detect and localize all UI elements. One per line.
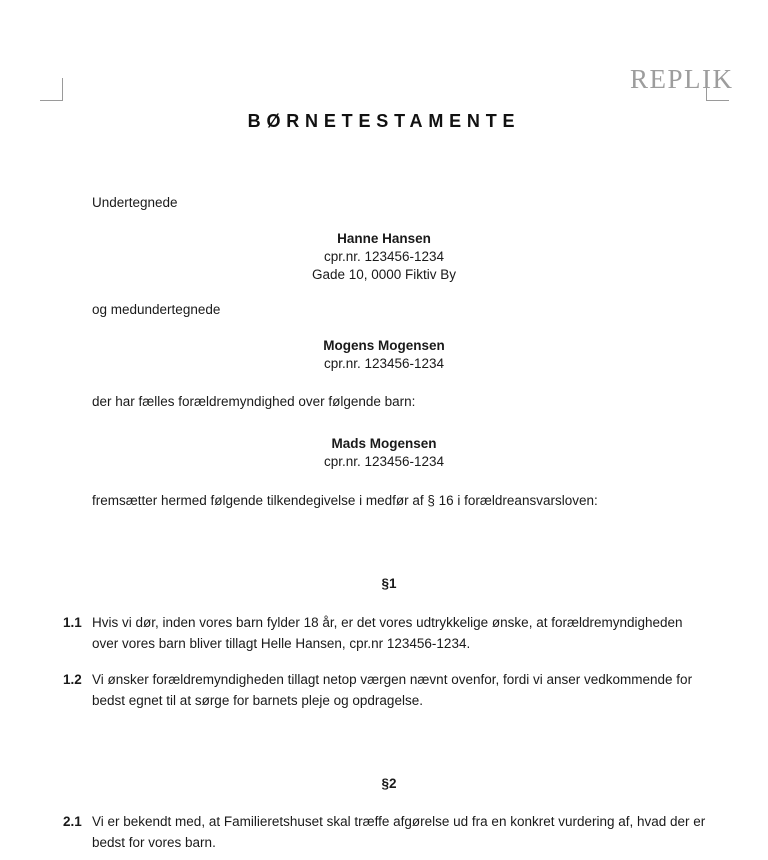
child-cpr: cpr.nr. 123456-1234	[323, 454, 445, 469]
parent1-address: Gade 10, 0000 Fiktiv By	[311, 267, 457, 282]
custody-text: der har fælles forældremyndighed over følgende barn:	[92, 394, 416, 409]
section-heading-2: §2	[381, 776, 397, 791]
document-title: BØRNETESTAMENTE	[247, 111, 521, 131]
replik-logo: REPLIK	[630, 64, 734, 94]
parent1-block	[0, 230, 768, 284]
parent1-cpr: cpr.nr. 123456-1234	[323, 249, 445, 264]
crop-mark-left	[40, 78, 63, 101]
clause-text: Vi ønsker forældremyndigheden tillagt netop værgen nævnt ovenfor, fordi vi anser vedkommende for bedst egnet til at sørge for barnets pleje og opdragelse.	[92, 672, 693, 708]
clause-number: 1.1	[63, 615, 82, 630]
child-name: Mads Mogensen	[331, 436, 437, 451]
parent2-cpr: cpr.nr. 123456-1234	[323, 356, 445, 371]
parent2-name: Mogens Mogensen	[323, 338, 445, 353]
clause-number: 2.1	[63, 814, 82, 829]
child-block	[0, 435, 768, 471]
parent2-block	[0, 337, 768, 373]
co-intro-text: og medundertegnede	[92, 302, 221, 317]
clause-number: 1.2	[63, 672, 82, 687]
declaration-text: fremsætter hermed følgende tilkendegivelse i medfør af § 16 i forældreansvarsloven:	[92, 493, 598, 508]
clause-text: Vi er bekendt med, at Familieretshuset skal træffe afgørelse ud fra en konkret vurdering af, hvad der er bedst for vores barn.	[92, 814, 706, 850]
clause-text: Hvis vi dør, inden vores barn fylder 18 år, er det vores udtrykkelige ønske, at forældremyndigheden over vores barn bliver tillagt Helle Hansen, cpr.nr 123456-1234.	[92, 615, 683, 651]
parent1-name: Hanne Hansen	[337, 231, 431, 246]
intro-text: Undertegnede	[92, 195, 178, 210]
section-heading-1: §1	[381, 576, 397, 591]
